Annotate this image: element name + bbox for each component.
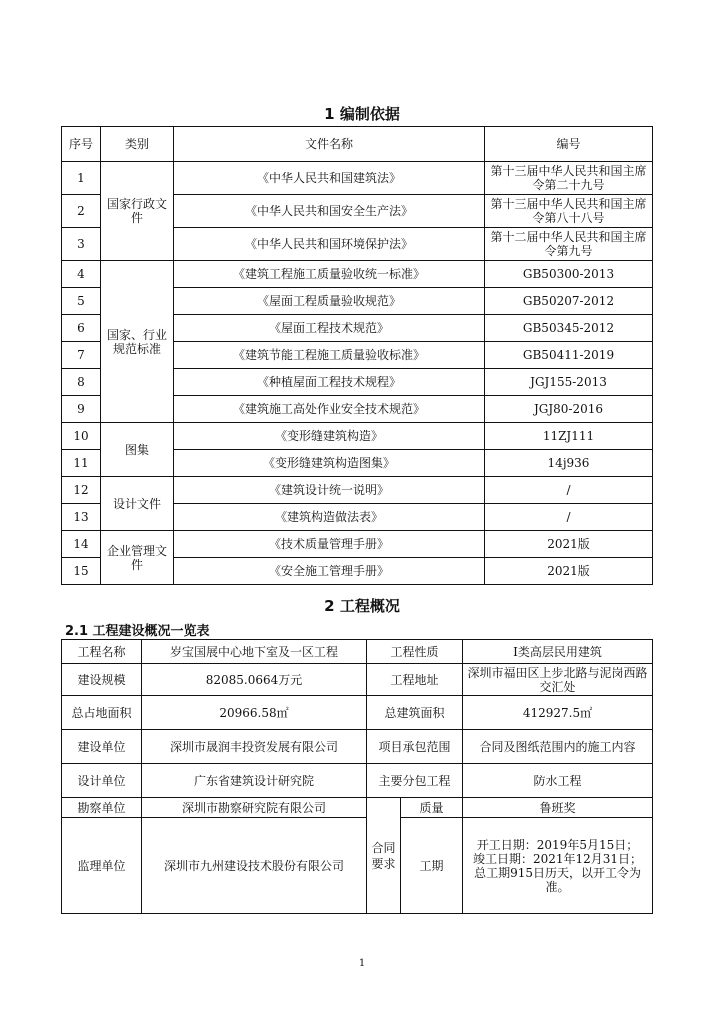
field-value: 82085.0664万元: [142, 664, 367, 696]
document-code: 2021版: [485, 558, 653, 585]
document-name: 《技术质量管理手册》: [174, 531, 485, 558]
field-label: 工程地址: [367, 664, 463, 696]
document-name: 《种植屋面工程技术规程》: [174, 369, 485, 396]
field-label: 主要分包工程: [367, 764, 463, 798]
field-value: 深圳市晟润丰投资发展有限公司: [142, 730, 367, 764]
table-row: [62, 261, 653, 288]
row-number: 8: [62, 369, 101, 396]
overview-table: [61, 639, 653, 914]
row-number: 13: [62, 504, 101, 531]
basis-table: [61, 126, 653, 585]
field-label: 工程性质: [367, 640, 463, 664]
document-name: 《变形缝建筑构造》: [174, 423, 485, 450]
group-national-admin: 国家行政文件: [101, 162, 174, 261]
field-label: 监理单位: [62, 818, 142, 914]
row-number: 7: [62, 342, 101, 369]
document-name: 《中华人民共和国安全生产法》: [174, 195, 485, 228]
table-row: [62, 640, 653, 664]
field-value: 深圳市九州建设技术股份有限公司: [142, 818, 367, 914]
field-value: 鲁班奖: [463, 798, 653, 818]
table-row: [62, 798, 653, 818]
row-number: 6: [62, 315, 101, 342]
field-label: 建设规模: [62, 664, 142, 696]
document-code: 14j936: [485, 450, 653, 477]
document-name: 《建筑设计统一说明》: [174, 477, 485, 504]
field-value: 防水工程: [463, 764, 653, 798]
field-value: 412927.5㎡: [463, 696, 653, 730]
document-code: JGJ155-2013: [485, 369, 653, 396]
row-number: 14: [62, 531, 101, 558]
end-date: 竣工日期：2021年12月31日；: [472, 851, 643, 866]
table-row: [62, 696, 653, 730]
field-value: 深圳市勘察研究院有限公司: [142, 798, 367, 818]
row-number: 10: [62, 423, 101, 450]
document-code: 第十二届中华人民共和国主席令第九号: [485, 228, 653, 261]
field-label: 项目承包范围: [367, 730, 463, 764]
document-code: 2021版: [485, 531, 653, 558]
field-value: 岁宝国展中心地下室及一区工程: [142, 640, 367, 664]
table-row: [62, 531, 653, 558]
table-row: [62, 818, 653, 914]
table-row: [62, 764, 653, 798]
field-label: 工程名称: [62, 640, 142, 664]
document-code: GB50207-2012: [485, 288, 653, 315]
header-category: 类别: [101, 127, 174, 162]
document-name: 《屋面工程质量验收规范》: [174, 288, 485, 315]
group-design-docs: 设计文件: [101, 477, 174, 531]
group-enterprise-docs: 企业管理文件: [101, 531, 174, 585]
field-value: I类高层民用建筑: [463, 640, 653, 664]
page-number: 1: [358, 958, 366, 969]
row-number: 4: [62, 261, 101, 288]
contract-requirement-label: 合同要求: [367, 798, 401, 914]
group-atlas: 图集: [101, 423, 174, 477]
document-code: /: [485, 504, 653, 531]
field-label: 工期: [401, 818, 463, 914]
table-row: [62, 730, 653, 764]
document-code: GB50411-2019: [485, 342, 653, 369]
field-value: 广东省建筑设计研究院: [142, 764, 367, 798]
table-row: [62, 162, 653, 195]
field-label: 设计单位: [62, 764, 142, 798]
table-row: [62, 477, 653, 504]
field-label: 总建筑面积: [367, 696, 463, 730]
document-code: GB50300-2013: [485, 261, 653, 288]
row-number: 9: [62, 396, 101, 423]
table-header-row: [62, 127, 653, 162]
row-number: 1: [62, 162, 101, 195]
field-value: 合同及图纸范围内的施工内容: [463, 730, 653, 764]
row-number: 15: [62, 558, 101, 585]
document-code: 11ZJ111: [485, 423, 653, 450]
schedule-cell: [463, 818, 653, 914]
document-name: 《中华人民共和国建筑法》: [174, 162, 485, 195]
document-code: JGJ80-2016: [485, 396, 653, 423]
document-name: 《建筑节能工程施工质量验收标准》: [174, 342, 485, 369]
document-code: 第十三届中华人民共和国主席令第二十九号: [485, 162, 653, 195]
row-number: 3: [62, 228, 101, 261]
document-name: 《建筑施工高处作业安全技术规范》: [174, 396, 485, 423]
document-name: 《中华人民共和国环境保护法》: [174, 228, 485, 261]
document-code: GB50345-2012: [485, 315, 653, 342]
document-name: 《建筑工程施工质量验收统一标准》: [174, 261, 485, 288]
field-label: 勘察单位: [62, 798, 142, 818]
row-number: 12: [62, 477, 101, 504]
field-label: 总占地面积: [62, 696, 142, 730]
header-number: 序号: [62, 127, 101, 162]
table-row: [62, 423, 653, 450]
section-2-title: 2 工程概况: [324, 597, 400, 615]
field-value: 深圳市福田区上步北路与泥岗西路交汇处: [463, 664, 653, 696]
document-name: 《建筑构造做法表》: [174, 504, 485, 531]
document-code: 第十三届中华人民共和国主席令第八十八号: [485, 195, 653, 228]
document-name: 《屋面工程技术规范》: [174, 315, 485, 342]
field-value: 20966.58㎡: [142, 696, 367, 730]
total-duration: 总工期915日历天，以开工令为准。: [474, 865, 641, 894]
table-row: [62, 664, 653, 696]
start-date: 开工日期：2019年5月15日；: [476, 837, 639, 852]
document-name: 《安全施工管理手册》: [174, 558, 485, 585]
section-1-title: 1 编制依据: [324, 105, 400, 123]
document-code: /: [485, 477, 653, 504]
document-name: 《变形缝建筑构造图集》: [174, 450, 485, 477]
header-code: 编号: [485, 127, 653, 162]
row-number: 5: [62, 288, 101, 315]
row-number: 2: [62, 195, 101, 228]
group-national-standards: 国家、行业规范标准: [101, 261, 174, 423]
section-2-1-subtitle: 2.1 工程建设概况一览表: [65, 624, 210, 639]
row-number: 11: [62, 450, 101, 477]
field-label: 质量: [401, 798, 463, 818]
header-document-name: 文件名称: [174, 127, 485, 162]
field-label: 建设单位: [62, 730, 142, 764]
